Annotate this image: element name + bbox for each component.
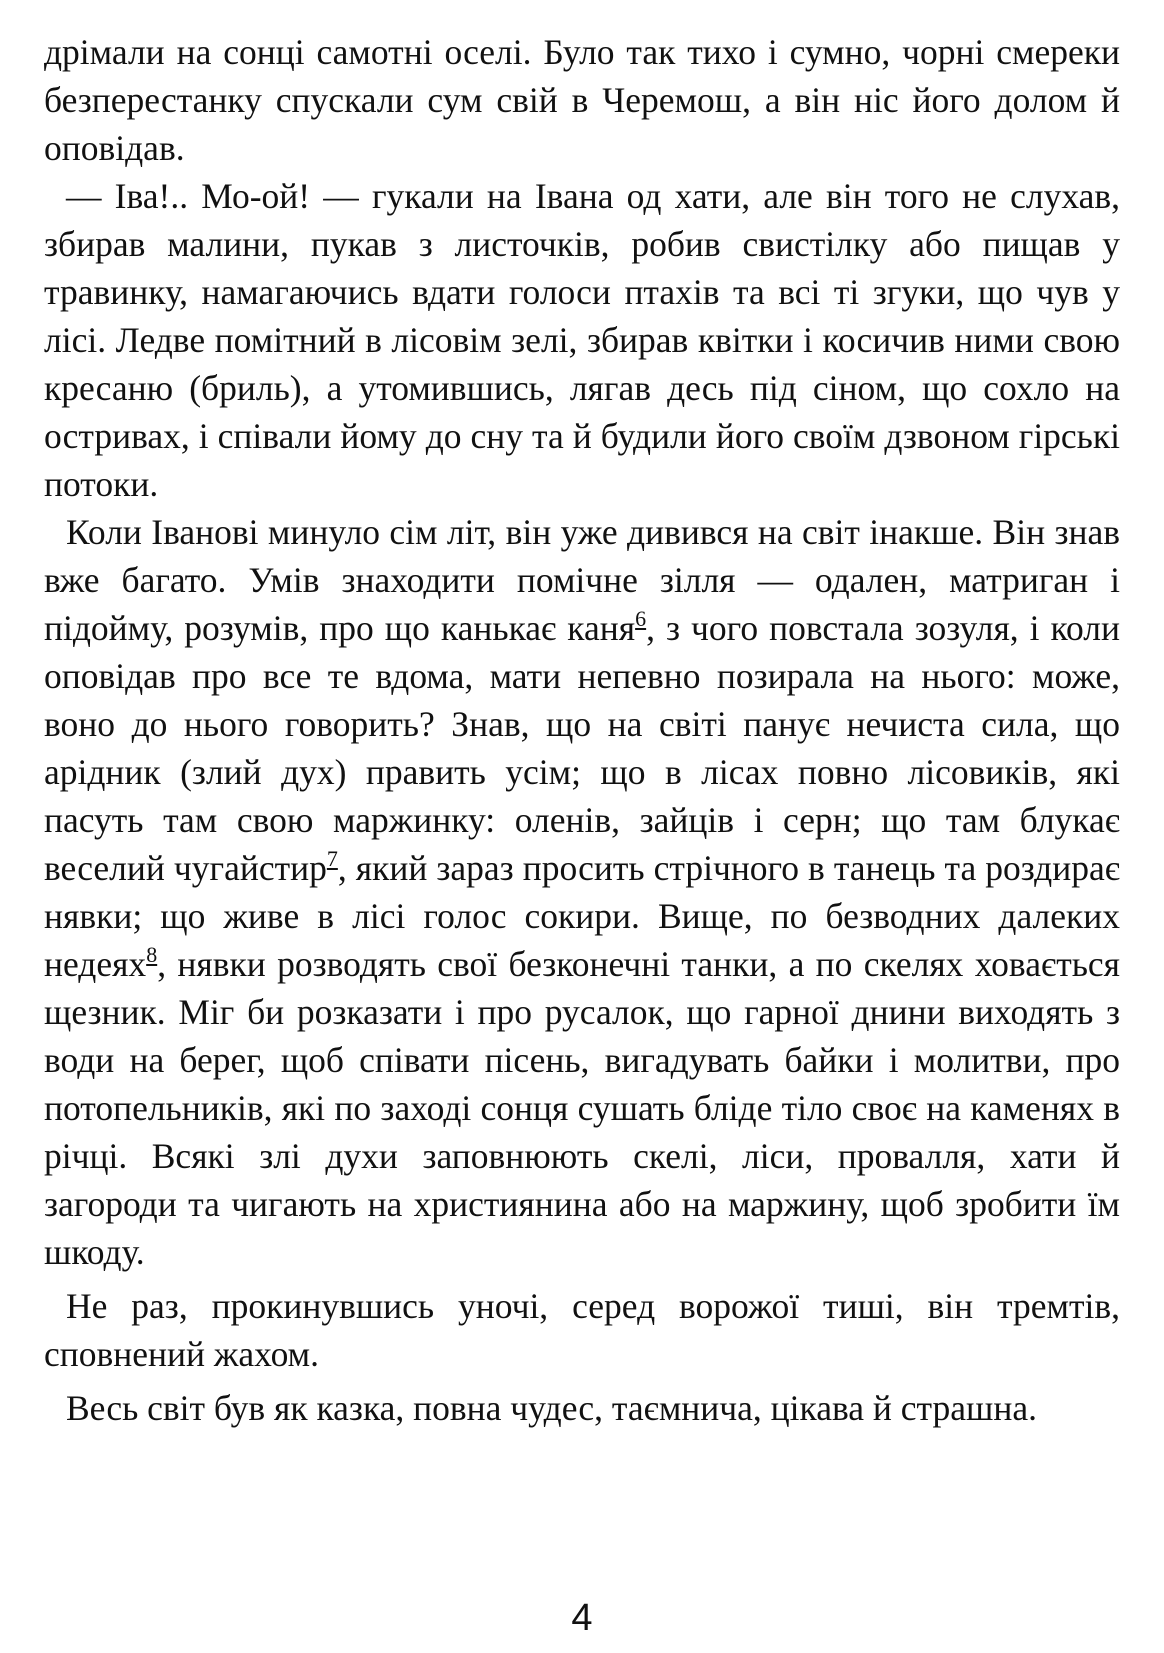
paragraph-3-text-c: , який зараз просить стрічного в танець та роздирає нявки; що живе в лісі голос сокири. Вище, по безводних далеких недеях [44, 848, 1120, 984]
paragraph-5: Весь світ був як казка, повна чудес, таємнича, цікава й страшна. [66, 1388, 1037, 1428]
footnote-ref-6[interactable]: 6 [635, 606, 647, 631]
footnote-ref-8[interactable]: 8 [146, 942, 158, 967]
document-body [44, 28, 1120, 1432]
paragraph-3 [44, 508, 1120, 1276]
paragraph-4: Не раз, прокинувшись уночі, серед ворожої тиші, він тремтів, сповнений жахом. [44, 1286, 1120, 1374]
paragraph-3-text-d: , нявки розводять свої безконечні танки, а по скелях ховається щезник. Міг би розказати і про русалок, що гарної днини виходять з води на берег, щоб співати пісень, вигадувать байки і молитви, про потопельників, які по заході сонця сушать бліде тіло своє на каменях в річці. Всякі злі духи заповнюють скелі, ліси, провалля, хати й загороди та чигають на християнина або на маржину, щоб зробити їм шкоду. [44, 944, 1120, 1272]
paragraph-3-text-b: , з чого повстала зозуля, і коли оповідав про все те вдома, мати непевно позирала на нього: може, воно до нього говорить? Знав, що на світі панує нечиста сила, що арідник (злий дух) править усім; що в лісах повно лісовиків, які пасуть там свою маржинку: оленів, зайців і серн; що там блукає веселий чугайстир [44, 608, 1121, 888]
footnote-ref-7[interactable]: 7 [326, 846, 338, 871]
paragraph-3-text-a: Коли Іванові минуло сім літ, він уже дивився на світ інакше. Він знав вже багато. Умів знаходити помічне зілля — одален, матриган і підойму, розумів, про що канькає каня [44, 512, 1120, 648]
page-number: 4 [571, 1597, 593, 1639]
paragraph-2: — Іва!.. Мо-ой! — гукали на Івана од хати, але він того не слухав, збирав малини, пукав з листочків, робив свистілку або пищав у травинку, намагаючись вдати голоси птахів та всі ті згуки, що чув у лісі. Ледве помітний в лісовім зелі, збирав квітки і косичив ними свою кресаню (бриль), а утомившись, лягав десь під сіном, що сохло на остривах, і співали йому до сну та й будили його своїм дзвоном гірські потоки. [44, 176, 1120, 504]
paragraph-1: дрімали на сонці самотні оселі. Було так тихо і сумно, чорні смереки безперестанку спускали сум свій в Черемош, а він ніс його долом й оповідав. [44, 32, 1120, 168]
